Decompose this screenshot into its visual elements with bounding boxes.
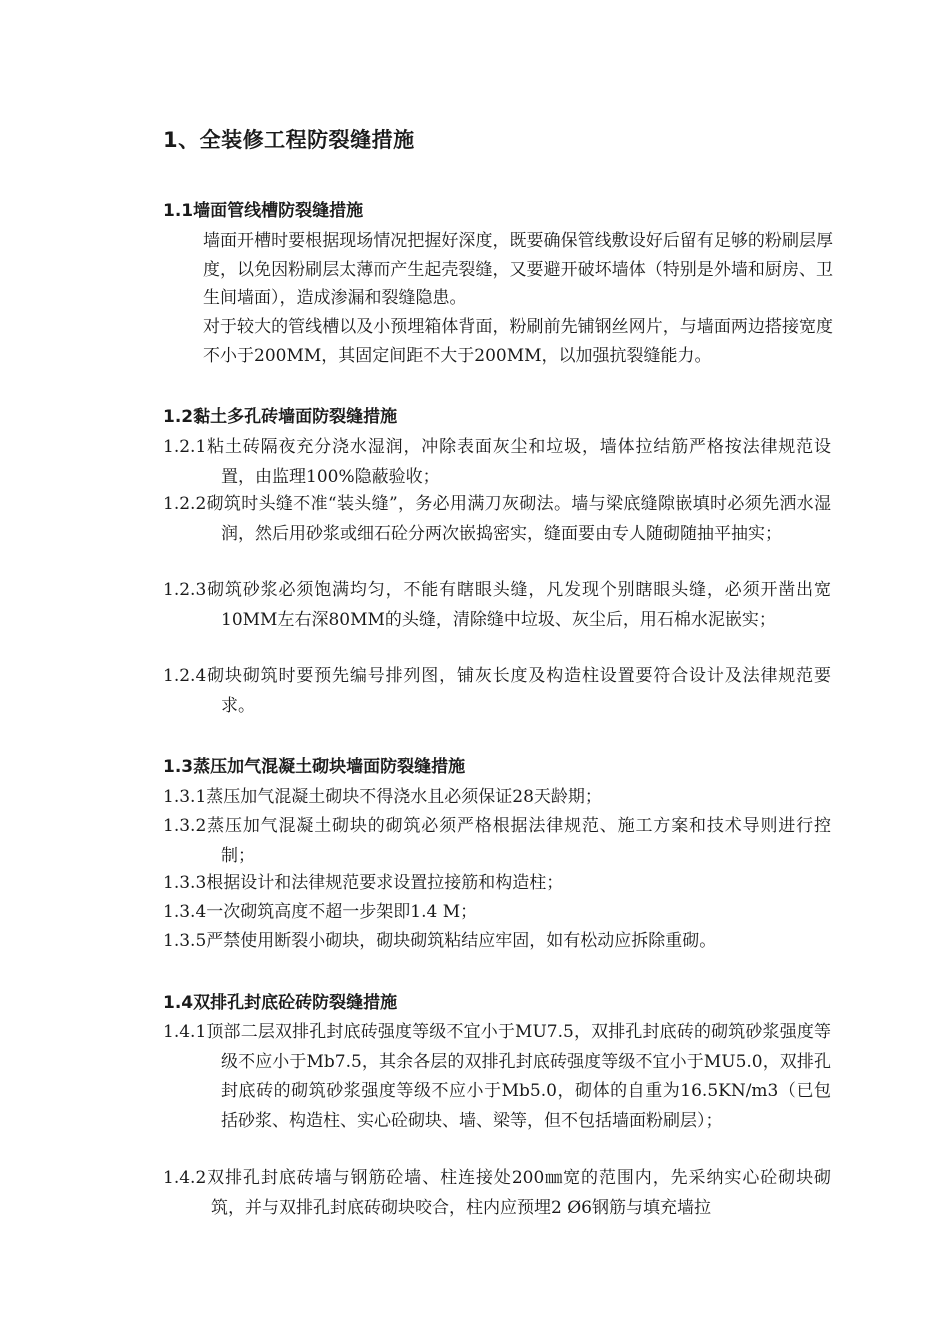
item-number: 1.4.1 xyxy=(163,1022,207,1042)
item-number: 1.4.2 xyxy=(163,1168,207,1188)
list-item xyxy=(163,812,831,871)
item-text: 粘土砖隔夜充分浇水湿润，冲除表面灰尘和垃圾，墙体拉结筋严格按法律规范设置，由监理100%隐蔽验收； xyxy=(206,437,831,487)
item-text: 根据设计和法律规范要求设置拉接筋和构造柱； xyxy=(206,873,564,893)
item-number: 1.3.3 xyxy=(163,873,207,893)
item-number: 1.3.2 xyxy=(163,816,207,836)
document-title: 1、全装修工程防裂缝措施 xyxy=(163,128,415,152)
item-text: 严禁使用断裂小砌块，砌块砌筑粘结应牢固，如有松动应拆除重砌。 xyxy=(206,931,717,951)
item-text: 蒸压加气混凝土砌块不得浇水且必须保证28天龄期； xyxy=(206,787,602,807)
item-text: 砌块砌筑时要预先编号排列图，铺灰长度及构造柱设置要符合设计及法律规范要求。 xyxy=(206,666,831,716)
item-number: 1.2.4 xyxy=(163,666,207,686)
list-item xyxy=(163,898,831,928)
item-text: 顶部二层双排孔封底砖强度等级不宜小于MU7.5，双排孔封底砖的砌筑砂浆强度等级不应小于Mb7.5，其余各层的双排孔封底砖强度等级不宜小于MU5.0，双排孔封底砖的砌筑砂浆强度等级不应小于Mb5.0，砌体的自重为16.5KN/m3（已包括砂浆、构造柱、实心砼砌块、墙、梁等，但不包括墙面粉刷层）； xyxy=(206,1022,831,1131)
item-number: 1.2.2 xyxy=(163,494,207,514)
item-number: 1.3.5 xyxy=(163,931,207,951)
list-item xyxy=(163,433,831,492)
list-item xyxy=(163,927,831,957)
item-text: 砌筑时头缝不准“装头缝”，务必用满刀灰砌法。墙与梁底缝隙嵌填时必须先洒水湿润，然后用砂浆或细石砼分两次嵌捣密实，缝面要由专人随砌随抽平抽实； xyxy=(206,494,831,544)
item-number: 1.3.4 xyxy=(163,902,207,922)
item-text: 蒸压加气混凝土砌块的砌筑必须严格根据法律规范、施工方案和技术导则进行控制； xyxy=(206,816,831,866)
list-item xyxy=(163,1018,831,1136)
list-item xyxy=(163,783,831,813)
section-heading-1-1: 1.1墙面管线槽防裂缝措施 xyxy=(163,201,364,221)
list-item xyxy=(163,662,831,721)
item-text: 砌筑砂浆必须饱满均匀，不能有瞎眼头缝，凡发现个别瞎眼头缝，必须开凿出宽10MM左右深80MM的头缝，清除缝中垃圾、灰尘后，用石棉水泥嵌实； xyxy=(206,580,831,630)
paragraph: 对于较大的管线槽以及小预埋箱体背面，粉刷前先铺钢丝网片，与墙面两边搭接宽度不小于200MM，其固定间距不大于200MM，以加强抗裂缝能力。 xyxy=(203,317,833,366)
list-item xyxy=(163,490,831,549)
item-text: 一次砌筑高度不超一步架即1.4 M； xyxy=(206,902,478,922)
section-heading-1-2: 1.2黏土多孔砖墙面防裂缝措施 xyxy=(163,407,398,427)
item-text: 双排孔封底砖墙与钢筋砼墙、柱连接处200㎜宽的范围内，先采纳实心砼砌块砌筑，并与双排孔封底砖砌块咬合，柱内应预埋2 Ø6钢筋与填充墙拉 xyxy=(206,1168,831,1218)
section-heading-1-3: 1.3蒸压加气混凝土砌块墙面防裂缝措施 xyxy=(163,757,466,777)
paragraph: 墙面开槽时要根据现场情况把握好深度，既要确保管线敷设好后留有足够的粉刷层厚度，以免因粉刷层太薄而产生起壳裂缝，又要避开破坏墙体（特别是外墙和厨房、卫生间墙面），造成渗漏和裂缝隐患。 xyxy=(203,231,833,308)
list-item xyxy=(163,1164,831,1223)
item-number: 1.2.3 xyxy=(163,580,207,600)
list-item xyxy=(163,869,831,899)
list-item xyxy=(163,576,831,635)
item-number: 1.2.1 xyxy=(163,437,207,457)
section-heading-1-4: 1.4双排孔封底砼砖防裂缝措施 xyxy=(163,993,398,1013)
item-number: 1.3.1 xyxy=(163,787,207,807)
